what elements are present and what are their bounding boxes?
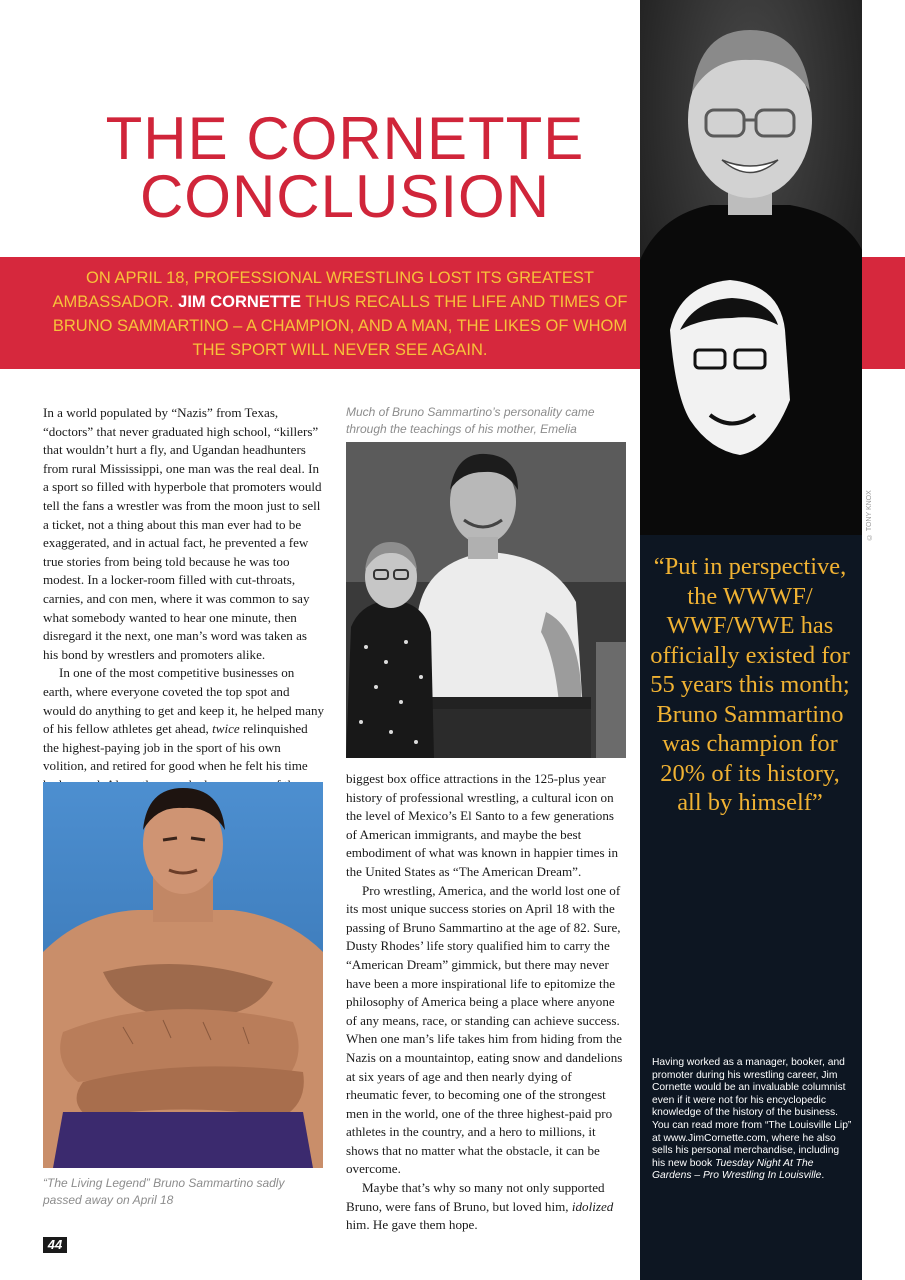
photo-credit: © TONY KNOX: [866, 490, 873, 540]
emphasis: idolized: [571, 1198, 614, 1214]
standfirst-author: JIM CORNETTE: [178, 293, 302, 311]
paragraph: [346, 1179, 626, 1235]
sammartino-mother-photo: [346, 442, 626, 758]
paragraph: biggest box office attractions in the 125-plus year history of professional wrestling, a cultural icon on the level of Mexico’s El Santo to a few generations of American immigrants, and maybe the best embodiment of what was known in happier times in the United States as “The American Dream”.: [346, 771, 619, 879]
bio-end: .: [821, 1170, 825, 1182]
paragraph-text: Maybe that’s why so many not only supported Bruno, were fans of Bruno, but loved him,: [346, 1180, 605, 1214]
page-number: 44: [43, 1237, 67, 1253]
bio-text: Having worked as a manager, booker, and promoter during his wrestling career, Jim Cornette would be an invaluable columnist even if it were not for his encyclopedic knowledge of the history of the business. You can read more from “The Louisville Lip” at www.JimCornette.com, where he also sells his personal merchandise, including his new book: [652, 1057, 852, 1169]
paragraph: Pro wrestling, America, and the world lost one of its most unique success stories on April 18 with the passing of Bruno Sammartino at the age of 82. Sure, Dusty Rhodes’ life story qualified him to carry the “American Dream” gimmick, but there may never have been a more inspirational life to epitomize the philosophy of America being a place where anyone of any means, race, or standing can achieve success. When one man’s life takes him from hiding from the Nazis on a mountaintop, eating snow and dandelions at six years of age and then nearly dying of rheumatic fever, to becoming one of the strongest men in the world, one of the three highest-paid pro athletes in the country, and a hero to millions, it shows that no matter what the obstacle, it can be overcome.: [346, 882, 623, 1177]
title-line-1: THE CORNETTE: [105, 105, 585, 172]
emphasis: twice: [212, 721, 240, 737]
pull-quote: “Put in perspective, the WWWF/ WWF/WWE has officially existed for 55 years this month; Bruno Sammartino was champion for 20% of its history, all by himself”: [650, 553, 850, 816]
cornette-photo: [640, 0, 862, 535]
caption-mother-photo: Much of Bruno Sammartino’s personality came through the teachings of his mother, Emelia: [346, 405, 595, 436]
title-line-2: CONCLUSION: [139, 163, 551, 230]
bruno-sammartino-photo: [43, 782, 323, 1168]
paragraph-text: relinquished the highest-paying job in the sport of his own volition, and retired for good when he felt his time: [43, 721, 308, 774]
body-column-1: [43, 404, 325, 813]
article-title: [60, 105, 630, 230]
bio-book-title: Tuesday Night At The Gardens – Pro Wrestling In Louisville: [652, 1157, 822, 1182]
standfirst-rest: THUS RECALLS THE LIFE AND TIMES OF BRUNO SAMMARTINO – A CHAMPION, AND A MAN, THE LIKES OF WHOM THE SPORT WILL NEVER SEE AGAIN.: [52, 293, 628, 359]
paragraph: In a world populated by “Nazis” from Texas, “doctors” that never graduated high school, “killers” that wouldn’t hurt a fly, and Ugandan headhunters from rural Mississippi, one man was the real deal. In a sport so filled with hyperbole that promoters would tell the fans a wrestler was from the moon just to sell a ticket, not a thing about this man ever had to be exaggerated, and in actual fact, he prevented a few true stories from being told because he was too modest. In a locker-room filled with cut-throats, carnies, and con men, where it was common to say what somebody wanted to hear one minute, then disregard it the next, one man’s word was taken as his bond by wrestlers and promoters alike.: [43, 405, 322, 662]
caption-legend-photo: “The Living Legend” Bruno Sammartino sadly passed away on April 18: [43, 1176, 285, 1207]
standfirst-lead: ON APRIL 18, PROFESSIONAL WRESTLING LOST ITS GREATEST AMBASSADOR.: [52, 269, 594, 311]
body-column-2: [346, 770, 626, 1235]
author-bio: [652, 1057, 852, 1183]
standfirst: [40, 266, 640, 362]
paragraph-text: him. He gave them hope.: [346, 1217, 478, 1233]
paragraph-text: In one of the most competitive businesses on earth, where everyone coveted the top spot and would do anything to get and keep it, he helped many of his fellow athletes get ahead,: [43, 665, 325, 737]
